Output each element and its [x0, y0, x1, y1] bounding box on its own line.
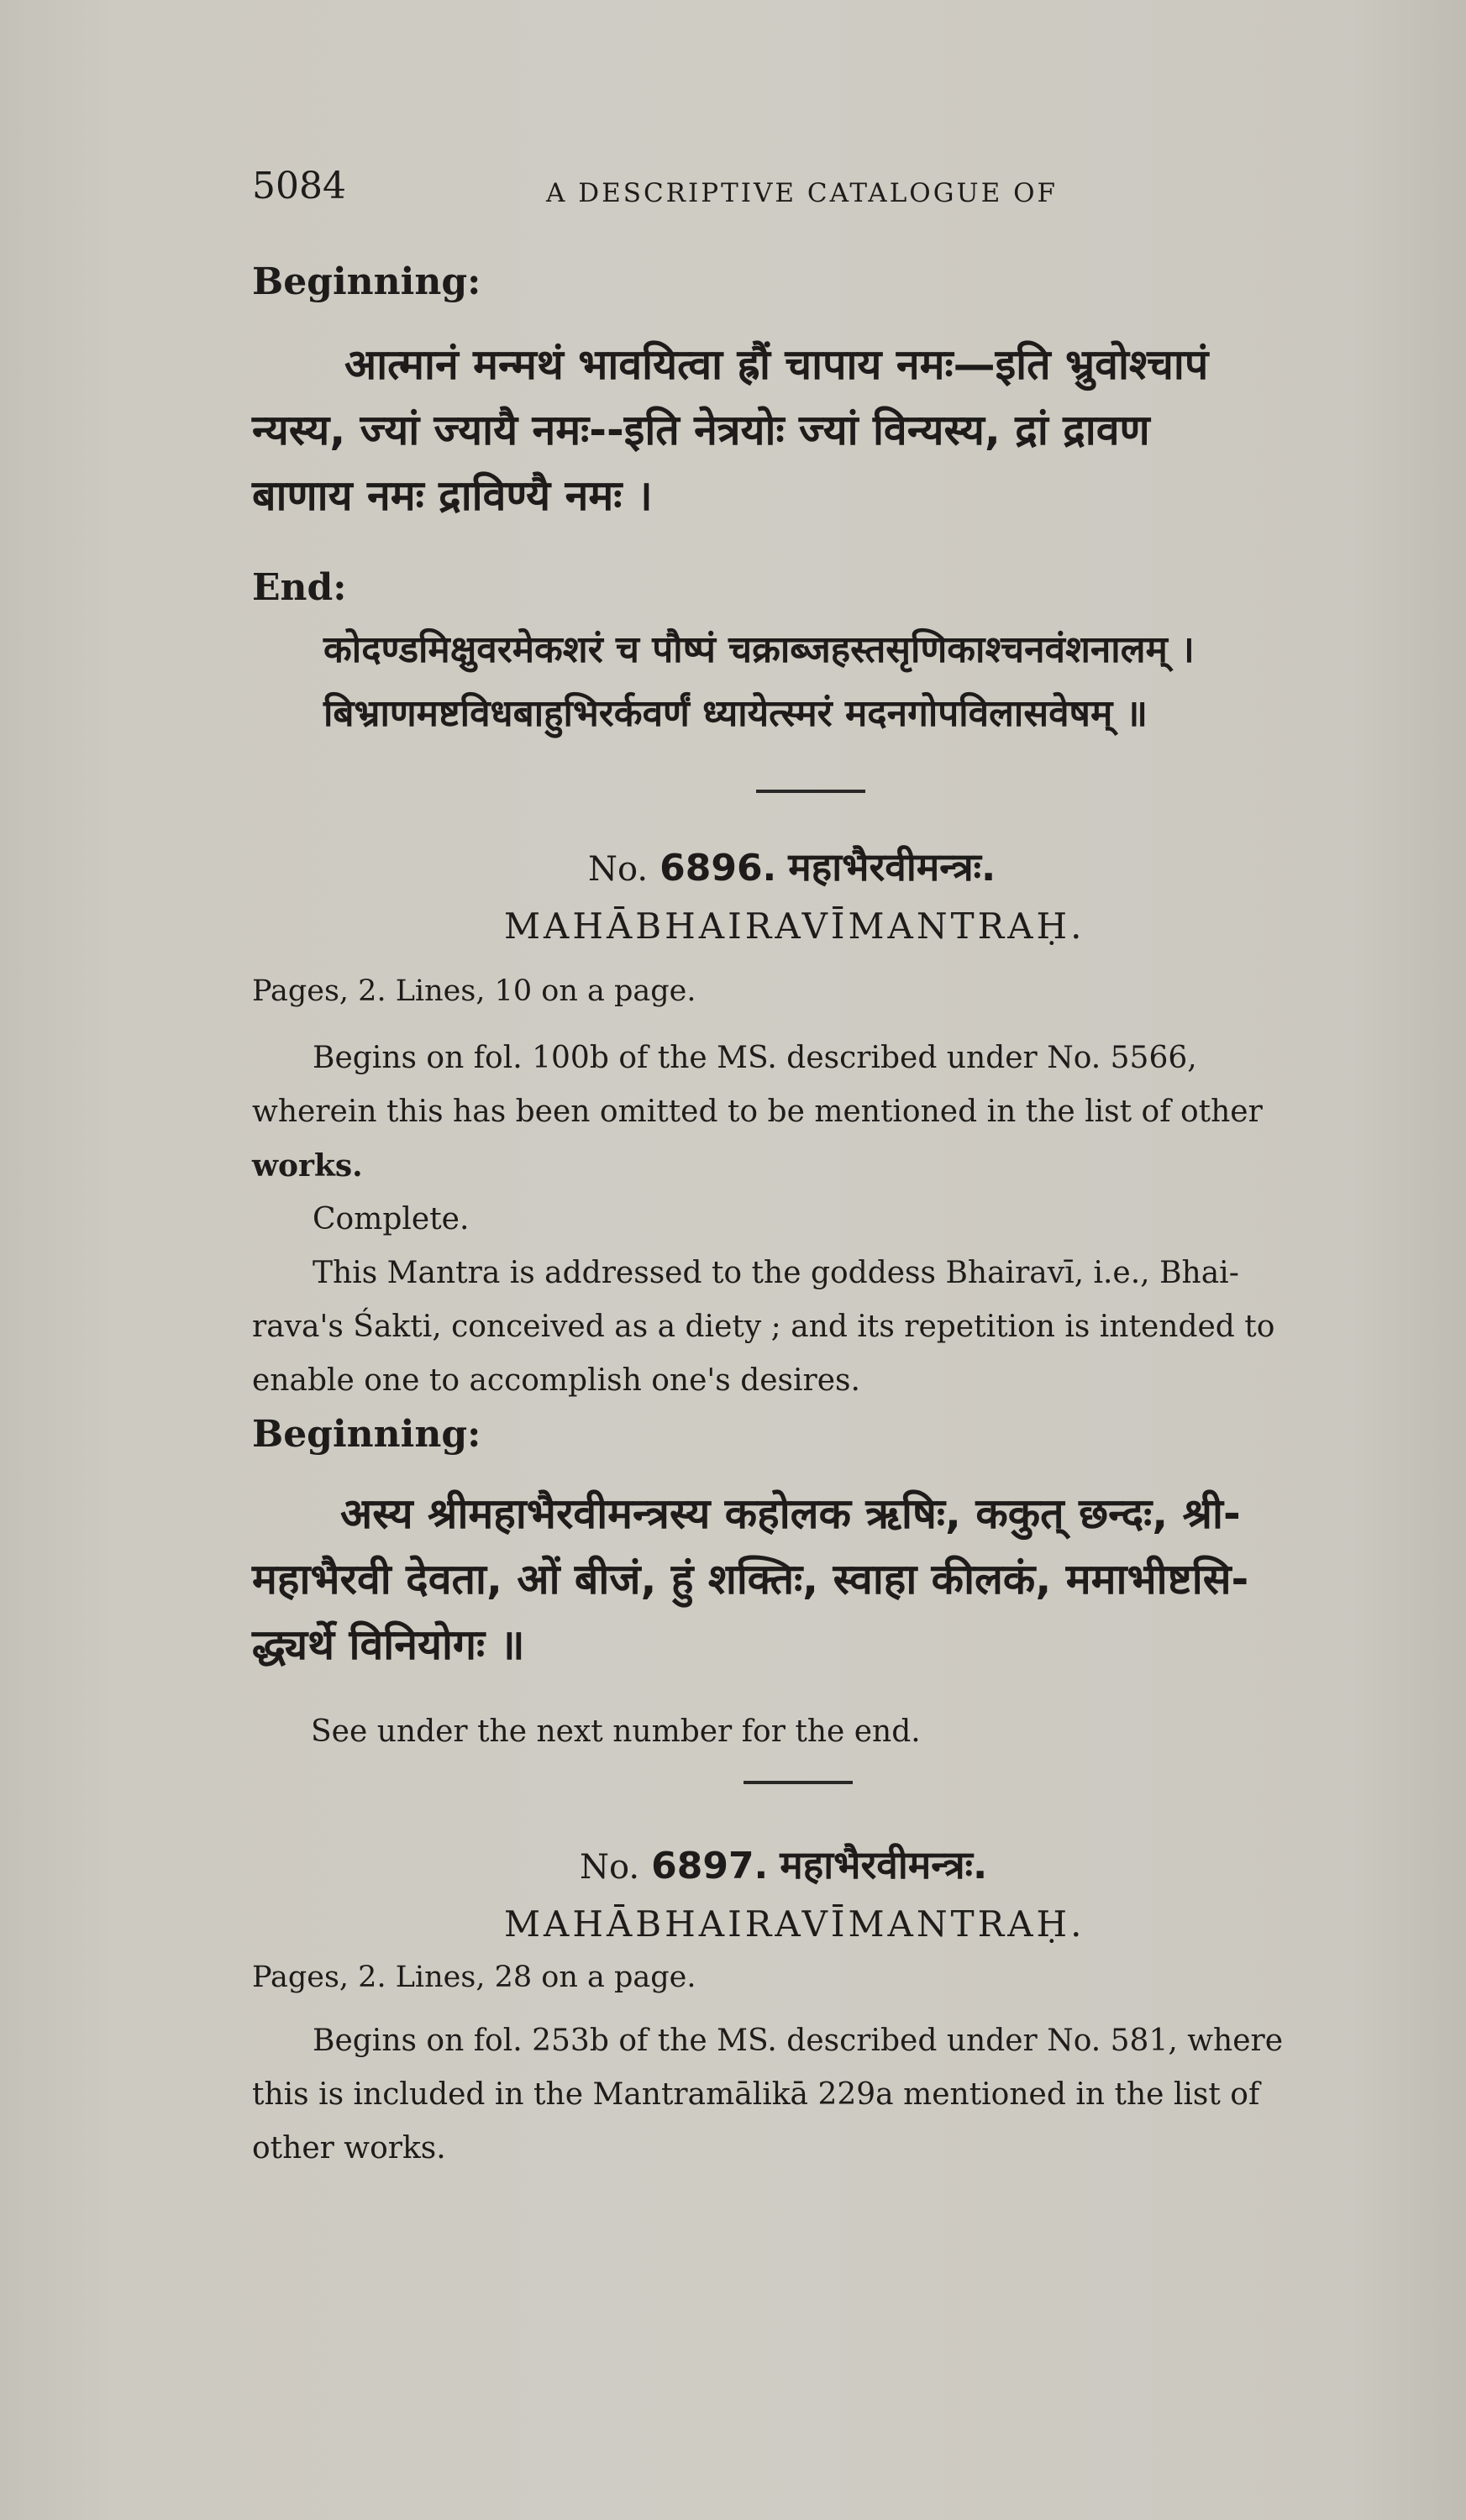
end-label-top: End:: [252, 566, 347, 609]
paragraph-6897-line-2: this is included in the Mantramālikā 229a mentioned in the list of: [252, 2077, 1260, 2112]
top-end-line-2: बिभ्राणमष्टविधबाहुभिरर्कवर्णं ध्यायेत्स्मरं मदनगोपविलासवेषम् ॥: [323, 692, 1148, 735]
entry-heading-6897: [580, 1838, 987, 1890]
beginning-label-top: Beginning:: [252, 260, 481, 303]
paragraph-6897-line-1: Begins on fol. 253b of the MS. described under No. 581, where: [313, 2024, 1284, 2058]
beginning-label-6896: Beginning:: [252, 1413, 481, 1456]
section-divider-1: [756, 790, 865, 793]
pages-lines-6896: Pages, 2. Lines, 10 on a page.: [252, 974, 696, 1008]
roman-title-6896: MAHĀBHAIRAVĪMANTRAḤ.: [504, 906, 1085, 947]
top-beginning-line-1: आत्मानं मन्मथं भावयित्वा ह्रौं चापाय नमः—इति भ्रुवोश्चापं: [344, 340, 1209, 389]
beginning-6896-line-2: महाभैरवी देवता, ओं बीजं, हुं शक्तिः, स्वाहा कीलकं, ममाभीष्टसि-: [252, 1555, 1249, 1604]
entry-number: 6896.: [659, 847, 777, 890]
beginning-6896-line-1: अस्य श्रीमहाभैरवीमन्त्रस्य कहोलक ऋषिः, ककुत् छन्दः, श्री-: [340, 1489, 1241, 1538]
entry-heading-6896: [588, 840, 996, 892]
no-prefix: No.: [580, 1848, 640, 1887]
entry-number: 6897.: [651, 1845, 769, 1887]
paragraph1-line-1: Begins on fol. 100b of the MS. described under No. 5566,: [313, 1041, 1197, 1075]
top-beginning-line-2: न्यस्य, ज्यां ज्यायै नमः--इति नेत्रयोः ज्यां विन्यस्य, द्रां द्रावण: [252, 406, 1150, 454]
running-title: A DESCRIPTIVE CATALOGUE OF: [546, 178, 1058, 208]
paragraph2-line-2: rava's Śakti, conceived as a diety ; and its repetition is intended to: [252, 1310, 1275, 1344]
see-under-note: See under the next number for the end.: [311, 1714, 921, 1749]
paragraph-6897-line-3: other works.: [252, 2131, 446, 2166]
top-beginning-line-3: बाणाय नमः द्राविण्यै नमः ।: [252, 471, 653, 520]
paragraph1-line-2: wherein this has been omitted to be mentioned in the list of other: [252, 1095, 1263, 1129]
no-prefix: No.: [588, 850, 649, 889]
paragraph2-line-3: enable one to accomplish one's desires.: [252, 1363, 860, 1398]
paragraph1-line-3: works.: [252, 1148, 363, 1184]
complete-note: Complete.: [313, 1202, 470, 1236]
beginning-6896-line-3: द्ध्यर्थे विनियोगः ॥: [252, 1620, 525, 1669]
sanskrit-title: महाभैरवीमन्त्रः.: [780, 1842, 988, 1887]
pages-lines-6897: Pages, 2. Lines, 28 on a page.: [252, 1961, 696, 1994]
roman-title-6897: MAHĀBHAIRAVĪMANTRAḤ.: [504, 1903, 1085, 1945]
sanskrit-title: महाभैरवीमन्त्रः.: [788, 844, 996, 890]
top-end-line-1: कोदण्डमिक्षुवरमेकशरं च पौष्पं चक्राब्जहस्तसृणिकाश्चनवंशनालम् ।: [323, 628, 1195, 671]
paragraph2-line-1: This Mantra is addressed to the goddess Bhairavī, i.e., Bhai-: [313, 1256, 1239, 1290]
section-divider-2: [744, 1781, 853, 1784]
page-number: 5084: [252, 165, 346, 207]
